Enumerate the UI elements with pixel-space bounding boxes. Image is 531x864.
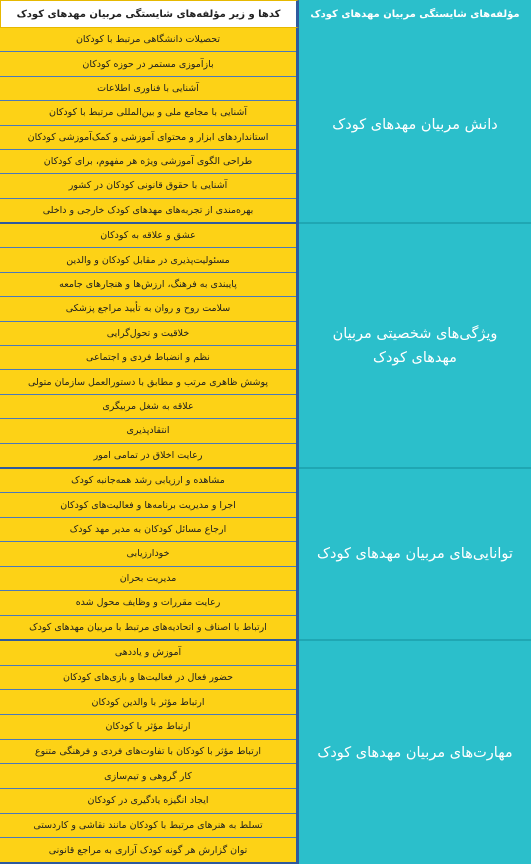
subcomponent-row: عشق و علاقه به کودکان bbox=[0, 224, 296, 248]
subcomponent-row: ارجاع مسائل کودکان به مدیر مهد کودک bbox=[0, 518, 296, 542]
subcomponent-row: انتقادپذیری bbox=[0, 419, 296, 443]
subcomponent-row: آشنایی با حقوق قانونی کودکان در کشور bbox=[0, 174, 296, 198]
subcomponent-row: علاقه به شغل مربیگری bbox=[0, 395, 296, 419]
subcomponent-row: پوشش ظاهری مرتب و مطابق با دستورالعمل سازمان متولی bbox=[0, 370, 296, 394]
subcomponent-row: مسئولیت‌پذیری در مقابل کودکان و والدین bbox=[0, 248, 296, 272]
component-cell bbox=[299, 641, 531, 864]
component-cell bbox=[299, 469, 531, 641]
subcomponent-row: بازآموزی مستمر در حوزه کودکان bbox=[0, 52, 296, 76]
subcomponent-row: حضور فعال در فعالیت‌ها و بازی‌های کودکان bbox=[0, 666, 296, 691]
subcomponent-row: آموزش و یاددهی bbox=[0, 641, 296, 666]
subcomponent-row: آشنایی با فناوری اطلاعات bbox=[0, 77, 296, 101]
subcomponent-row: آشنایی با مجامع ملی و بین‌المللی مرتبط با کودکان bbox=[0, 101, 296, 125]
subcomponent-row: خودارزیابی bbox=[0, 542, 296, 566]
subcomponent-row: ارتباط مؤثر با والدین کودکان bbox=[0, 690, 296, 715]
subcomponent-list bbox=[0, 641, 299, 864]
subcomponent-row: ارتباط با اصناف و اتحادیه‌های مرتبط با مربیان مهدهای کودک bbox=[0, 616, 296, 641]
subcomponent-list bbox=[0, 224, 299, 469]
subcomponent-row: ایجاد انگیزه یادگیری در کودکان bbox=[0, 789, 296, 814]
subcomponent-row: خلاقیت و تحول‌گرایی bbox=[0, 322, 296, 346]
subcomponent-row: نظم و انضباط فردی و اجتماعی bbox=[0, 346, 296, 370]
subcomponent-row: توان گزارش هر گونه کودک آزاری به مراجع قانونی bbox=[0, 838, 296, 864]
subcomponent-row: بهره‌مندی از تجربه‌های مهدهای کودک خارجی و داخلی bbox=[0, 199, 296, 224]
subcomponent-row: پایبندی به فرهنگ، ارزش‌ها و هنجارهای جامعه bbox=[0, 273, 296, 297]
subcomponent-row: رعایت مقررات و وظایف محول شده bbox=[0, 591, 296, 615]
subcomponent-row: تسلط به هنرهای مرتبط با کودکان مانند نقاشی و کاردستی bbox=[0, 814, 296, 839]
component-label: دانش مربیان مهدهای کودک bbox=[332, 117, 498, 133]
subcomponent-list bbox=[0, 28, 299, 224]
subcomponent-row: رعایت اخلاق در تمامی امور bbox=[0, 444, 296, 469]
subcomponent-row: استانداردهای ابزار و محتوای آموزشی و کمک‌آموزشی کودکان bbox=[0, 126, 296, 150]
header-subcomponents: کدها و زیر مؤلفه‌های شایستگی مربیان مهدهای کودک bbox=[0, 0, 299, 28]
subcomponent-row: اجرا و مدیریت برنامه‌ها و فعالیت‌های کودکان bbox=[0, 493, 296, 517]
subcomponent-row: طراحی الگوی آموزشی ویژه هر مفهوم، برای کودکان bbox=[0, 150, 296, 174]
subcomponent-row: مشاهده و ارزیابی رشد همه‌جانبه کودک bbox=[0, 469, 296, 493]
subcomponent-row: ارتباط مؤثر با کودکان bbox=[0, 715, 296, 740]
subcomponent-row: ارتباط مؤثر با کودکان با تفاوت‌های فردی و فرهنگی متنوع bbox=[0, 740, 296, 765]
component-label: ویژگی‌های شخصیتی مربیان مهدهای کودک bbox=[332, 325, 498, 366]
component-label: مهارت‌های مربیان مهدهای کودک bbox=[317, 744, 513, 761]
subcomponent-row: مدیریت بحران bbox=[0, 567, 296, 591]
subcomponent-row: تحصیلات دانشگاهی مرتبط با کودکان bbox=[0, 28, 296, 52]
header-components: مؤلفه‌های شایستگی مربیان مهدهای کودک bbox=[299, 0, 531, 28]
subcomponent-row: کار گروهی و تیم‌سازی bbox=[0, 764, 296, 789]
subcomponent-row: سلامت روح و روان به تأیید مراجع پزشکی bbox=[0, 297, 296, 321]
component-label: توانایی‌های مربیان مهدهای کودک bbox=[317, 546, 513, 562]
subcomponent-list bbox=[0, 469, 299, 641]
component-cell bbox=[299, 224, 531, 469]
component-cell bbox=[299, 28, 531, 224]
